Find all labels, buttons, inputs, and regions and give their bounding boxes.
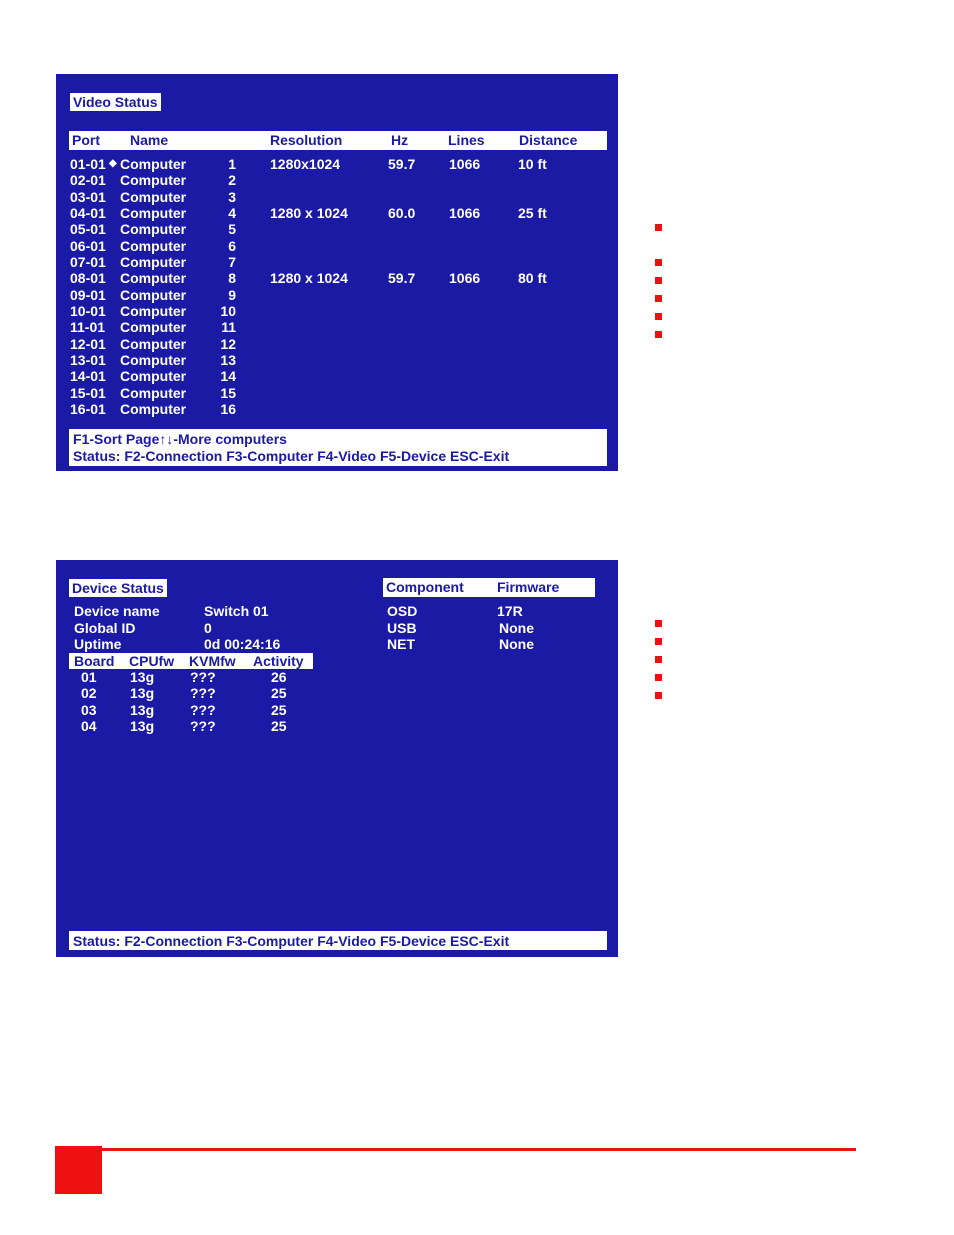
board-cpufw: 13g bbox=[130, 701, 155, 718]
row-name: Computer bbox=[120, 319, 187, 336]
row-name: Computer bbox=[120, 351, 187, 368]
row-number: 13 bbox=[220, 351, 236, 368]
selected-marker-icon: ◆ bbox=[109, 158, 117, 169]
row-name: Computer bbox=[120, 384, 187, 401]
board-cpufw: 13g bbox=[130, 685, 155, 702]
row-number: 2 bbox=[228, 172, 236, 189]
row-lines: 1066 bbox=[449, 270, 481, 287]
row-port: 04-01 bbox=[70, 204, 106, 221]
row-port: 03-01 bbox=[70, 188, 106, 205]
video-footer-line-1: F1-Sort Page↑↓-More computers bbox=[73, 431, 287, 447]
board-activity: 26 bbox=[271, 669, 287, 685]
row-name: Computer bbox=[120, 400, 187, 417]
row-name: Computer bbox=[120, 253, 187, 270]
row-name: Computer bbox=[120, 188, 187, 205]
video-footer bbox=[69, 429, 607, 466]
bullet-marker bbox=[655, 277, 662, 284]
bullet-marker bbox=[655, 331, 662, 338]
video-status-screen bbox=[56, 74, 618, 471]
device-status-title: Device Status bbox=[69, 579, 167, 597]
board-activity: 25 bbox=[271, 685, 287, 702]
row-name: Computer bbox=[120, 302, 187, 319]
row-number: 9 bbox=[228, 286, 236, 303]
board-kvmfw: ??? bbox=[190, 685, 216, 702]
row-number: 6 bbox=[228, 237, 236, 254]
header-kvmfw: KVMfw bbox=[189, 653, 236, 669]
row-name: Computer bbox=[120, 270, 187, 287]
device-field-value: 0 bbox=[204, 619, 212, 636]
page-number-block bbox=[55, 1146, 102, 1194]
bullet-marker bbox=[655, 638, 662, 645]
row-number: 1 bbox=[228, 156, 236, 172]
header-hz: Hz bbox=[391, 132, 409, 148]
row-port: 13-01 bbox=[70, 351, 106, 368]
row-port: 01-01 bbox=[70, 156, 106, 172]
row-port: 06-01 bbox=[70, 237, 106, 254]
device-field-label: Global ID bbox=[74, 619, 136, 636]
header-port: Port bbox=[72, 132, 100, 148]
row-name: Computer bbox=[120, 156, 187, 172]
row-port: 05-01 bbox=[70, 221, 106, 238]
device-footer-line: Status: F2-Connection F3-Computer F4-Video F5-Device ESC-Exit bbox=[73, 933, 510, 949]
board-kvmfw: ??? bbox=[190, 701, 216, 718]
header-lines: Lines bbox=[448, 132, 485, 148]
board-kvmfw: ??? bbox=[190, 669, 216, 685]
board-cpufw: 13g bbox=[130, 717, 155, 734]
row-number: 14 bbox=[220, 368, 236, 385]
row-port: 07-01 bbox=[70, 253, 106, 270]
board-kvmfw: ??? bbox=[190, 717, 216, 734]
row-port: 12-01 bbox=[70, 335, 106, 352]
row-port: 15-01 bbox=[70, 384, 106, 401]
row-name: Computer bbox=[120, 204, 187, 221]
row-hz: 59.7 bbox=[388, 156, 416, 172]
row-resolution: 1280x1024 bbox=[270, 156, 341, 172]
device-field-value: Switch 01 bbox=[204, 603, 269, 619]
board-cpufw: 13g bbox=[130, 669, 155, 685]
video-table-header bbox=[69, 131, 607, 150]
bullet-marker bbox=[655, 692, 662, 699]
row-hz: 60.0 bbox=[388, 204, 416, 221]
row-number: 5 bbox=[228, 221, 236, 238]
bullet-marker bbox=[655, 295, 662, 302]
row-name: Computer bbox=[120, 335, 187, 352]
device-field-value: 0d 00:24:16 bbox=[204, 636, 281, 652]
board-activity: 25 bbox=[271, 717, 287, 734]
row-port: 08-01 bbox=[70, 270, 106, 287]
row-number: 11 bbox=[221, 319, 236, 336]
video-footer-line-2: Status: F2-Connection F3-Computer F4-Video F5-Device ESC-Exit bbox=[73, 448, 510, 464]
row-port: 14-01 bbox=[70, 368, 106, 385]
bullet-marker bbox=[655, 224, 662, 231]
header-resolution: Resolution bbox=[270, 132, 343, 148]
component-name: NET bbox=[387, 636, 415, 652]
row-port: 09-01 bbox=[70, 286, 106, 303]
row-lines: 1066 bbox=[449, 156, 481, 172]
row-number: 12 bbox=[220, 335, 236, 352]
row-number: 10 bbox=[220, 302, 236, 319]
header-activity: Activity bbox=[253, 653, 304, 669]
row-resolution: 1280 x 1024 bbox=[270, 204, 348, 221]
row-hz: 59.7 bbox=[388, 270, 416, 287]
bullet-marker bbox=[655, 259, 662, 266]
header-cpufw: CPUfw bbox=[129, 653, 175, 669]
device-field-label: Uptime bbox=[74, 636, 122, 652]
device-status-screen bbox=[56, 560, 618, 957]
row-name: Computer bbox=[120, 172, 187, 189]
row-port: 10-01 bbox=[70, 302, 106, 319]
device-field-label: Device name bbox=[74, 603, 160, 619]
bullet-marker bbox=[655, 656, 662, 663]
video-status-title: Video Status bbox=[70, 93, 161, 111]
row-port: 02-01 bbox=[70, 172, 106, 189]
board-table-header bbox=[69, 653, 313, 669]
component-name: USB bbox=[387, 619, 417, 636]
bullet-marker bbox=[655, 313, 662, 320]
row-name: Computer bbox=[120, 286, 187, 303]
row-number: 3 bbox=[228, 188, 236, 205]
component-name: OSD bbox=[387, 603, 418, 619]
row-distance: 10 ft bbox=[518, 156, 547, 172]
row-lines: 1066 bbox=[449, 204, 481, 221]
header-name: Name bbox=[130, 132, 169, 148]
row-distance: 25 ft bbox=[518, 204, 547, 221]
row-number: 16 bbox=[220, 400, 236, 417]
component-firmware: None bbox=[499, 636, 534, 652]
row-port: 16-01 bbox=[70, 400, 106, 417]
board-activity: 25 bbox=[271, 701, 287, 718]
row-name: Computer bbox=[120, 237, 187, 254]
component-firmware: 17R bbox=[497, 603, 523, 619]
row-number: 7 bbox=[228, 253, 236, 270]
bullet-marker bbox=[655, 620, 662, 627]
row-resolution: 1280 x 1024 bbox=[270, 270, 348, 287]
device-footer bbox=[69, 931, 607, 950]
header-component: Component bbox=[386, 579, 464, 595]
header-firmware: Firmware bbox=[497, 579, 560, 595]
header-board: Board bbox=[74, 653, 115, 669]
board-id: 01 bbox=[81, 669, 97, 685]
row-number: 4 bbox=[228, 204, 236, 221]
bullet-marker bbox=[655, 674, 662, 681]
board-id: 02 bbox=[81, 685, 97, 702]
component-table-header bbox=[383, 578, 595, 597]
row-port: 11-01 bbox=[70, 319, 106, 336]
row-distance: 80 ft bbox=[518, 270, 547, 287]
board-id: 04 bbox=[81, 717, 97, 734]
component-firmware: None bbox=[499, 619, 534, 636]
row-name: Computer bbox=[120, 368, 187, 385]
page-footer-rule bbox=[100, 1148, 856, 1151]
row-number: 15 bbox=[220, 384, 236, 401]
header-distance: Distance bbox=[519, 132, 578, 148]
board-id: 03 bbox=[81, 701, 97, 718]
row-name: Computer bbox=[120, 221, 187, 238]
row-number: 8 bbox=[228, 270, 236, 287]
